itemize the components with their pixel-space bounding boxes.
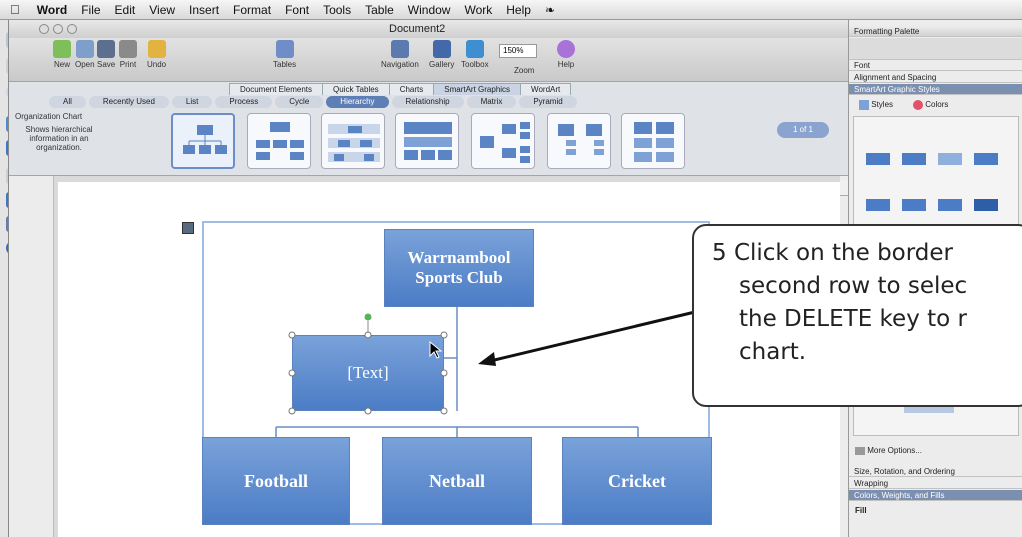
tab-wordart[interactable]: WordArt — [520, 83, 571, 95]
table-icon — [276, 40, 294, 58]
horizontal-hierarchy-thumbnail-icon — [472, 114, 536, 170]
layout-description: Shows hierarchical information in an organization. — [25, 125, 93, 152]
save-disk-icon — [97, 40, 115, 58]
menu-font[interactable]: Font — [275, 2, 300, 17]
help-label: Help — [557, 60, 575, 69]
undo-button[interactable] — [147, 40, 166, 69]
child-box-football[interactable]: Football — [202, 437, 350, 525]
layout-horizontal-hierarchy[interactable] — [471, 113, 535, 169]
layout-title: Organization Chart — [15, 112, 83, 121]
subtab-all[interactable]: All — [49, 96, 86, 108]
zoom-label: Zoom — [514, 66, 535, 75]
gallery-pager[interactable] — [777, 122, 829, 138]
more-options-icon — [855, 447, 865, 455]
gallery-icon — [433, 40, 451, 58]
navigation-button[interactable] — [381, 40, 419, 69]
subtab-recently-used[interactable]: Recently Used — [89, 96, 169, 108]
gallery-label: Gallery — [429, 60, 455, 69]
open-button[interactable] — [75, 40, 95, 69]
toolbox-label: Toolbox — [461, 60, 489, 69]
zoom-window-icon[interactable] — [67, 24, 77, 34]
toolbox-button[interactable] — [461, 40, 489, 69]
callout-line-4: chart. — [739, 339, 807, 365]
new-label: New — [53, 60, 70, 69]
layout-hierarchy-list[interactable] — [547, 113, 611, 169]
hierarchy-list-thumbnail-icon — [548, 114, 612, 170]
colors-tab-icon — [913, 100, 923, 110]
palette-section-alignment[interactable]: Alignment and Spacing — [849, 72, 1022, 83]
child-box-netball[interactable]: Netball — [382, 437, 532, 525]
help-button[interactable] — [557, 40, 575, 69]
menu-app-name[interactable]: Word — [27, 2, 58, 17]
subtab-hierarchy[interactable]: Hierarchy — [326, 96, 388, 108]
tab-document-elements[interactable]: Document Elements — [229, 83, 323, 95]
child-box-cricket[interactable]: Cricket — [562, 437, 712, 525]
styles-tab-label: Styles — [871, 100, 894, 110]
callout-arrow — [470, 300, 700, 370]
subtab-list[interactable]: List — [172, 96, 212, 108]
vertical-ruler[interactable] — [40, 176, 54, 537]
save-button[interactable] — [97, 40, 115, 69]
layout-organization-chart[interactable] — [171, 113, 235, 169]
open-folder-icon — [76, 40, 94, 58]
menu-insert[interactable]: Insert — [179, 2, 210, 17]
palette-section-smartart-styles[interactable]: SmartArt Graphic Styles — [849, 84, 1022, 95]
gallery-button[interactable] — [429, 40, 454, 69]
selection-handles — [204, 223, 712, 527]
assistant-box[interactable]: [Text] — [292, 335, 444, 411]
title-bar — [9, 20, 848, 38]
menu-format[interactable]: Format — [223, 2, 262, 17]
subtab-relationship[interactable]: Relationship — [392, 96, 464, 108]
smartart-category-tabs — [49, 96, 580, 108]
org-chart-thumbnail-icon — [173, 115, 237, 171]
save-label: Save — [97, 60, 116, 69]
standard-toolbar — [9, 38, 848, 82]
smartart-collapse-icon[interactable] — [182, 222, 194, 234]
horizontal-labeled-thumbnail-icon — [622, 114, 686, 170]
menu-bar — [0, 0, 1022, 20]
subtab-cycle[interactable]: Cycle — [275, 96, 323, 108]
palette-section-wrapping[interactable]: Wrapping — [849, 478, 1022, 489]
colors-tab[interactable] — [913, 100, 948, 110]
hierarchy-thumbnail-icon — [248, 114, 312, 170]
open-label: Open — [75, 60, 95, 69]
smartart-frame[interactable] — [202, 221, 710, 525]
undo-icon — [148, 40, 166, 58]
layout-horizontal-labeled[interactable] — [621, 113, 685, 169]
gallery-tabs — [229, 83, 570, 95]
tables-button[interactable] — [273, 40, 296, 69]
mouse-cursor-icon — [428, 340, 444, 360]
menu-view[interactable]: View — [139, 2, 166, 17]
subtab-matrix[interactable]: Matrix — [467, 96, 517, 108]
callout-line-3: the DELETE key to r — [739, 306, 967, 332]
colors-tab-label: Colors — [925, 100, 949, 110]
top-box[interactable]: Warrnambool Sports Club — [384, 229, 534, 307]
tab-smartart-graphics[interactable]: SmartArt Graphics — [433, 83, 521, 95]
menu-file[interactable]: File — [71, 2, 91, 17]
more-options-link[interactable] — [855, 446, 922, 455]
elements-gallery — [9, 82, 848, 176]
tab-charts[interactable]: Charts — [389, 83, 435, 95]
print-button[interactable] — [119, 40, 137, 69]
menu-tools[interactable]: Tools — [313, 2, 342, 17]
callout-line-2: second row to selec — [739, 273, 968, 299]
palette-title: Formatting Palette — [849, 26, 1022, 37]
toolbox-icon — [466, 40, 484, 58]
palette-section-colors[interactable]: Colors, Weights, and Fills — [849, 490, 1022, 501]
printer-icon — [119, 40, 137, 58]
palette-toolbar — [849, 38, 1022, 60]
menu-table[interactable]: Table — [355, 2, 385, 17]
menu-help[interactable]: Help — [496, 2, 522, 17]
new-button[interactable] — [53, 40, 71, 69]
styles-tab-icon — [859, 100, 869, 110]
menu-work[interactable]: Work — [454, 2, 483, 17]
callout-line-1: 5 Click on the border — [712, 240, 954, 266]
print-label: Print — [119, 60, 137, 69]
fill-label: Fill — [855, 506, 867, 515]
help-icon — [557, 40, 575, 58]
zoom-select[interactable]: 150% — [499, 44, 537, 58]
table-hierarchy-thumbnail-icon — [396, 114, 460, 170]
palette-section-font[interactable]: Font — [849, 60, 1022, 71]
subtab-process[interactable]: Process — [215, 96, 272, 108]
layout-hierarchy[interactable] — [247, 113, 311, 169]
navigation-pane-icon — [391, 40, 409, 58]
layout-table-hierarchy[interactable] — [395, 113, 459, 169]
pager-label: 1 of 1 — [792, 125, 813, 134]
document-title: Document2 — [389, 23, 446, 35]
menu-edit[interactable]: Edit — [104, 2, 126, 17]
minimize-window-icon[interactable] — [53, 24, 63, 34]
more-options-label: More Options... — [867, 446, 922, 455]
undo-label: Undo — [147, 60, 167, 69]
palette-section-size[interactable]: Size, Rotation, and Ordering — [849, 466, 1022, 477]
labeled-hierarchy-thumbnail-icon — [322, 114, 386, 170]
instruction-callout — [692, 224, 1022, 407]
subtab-pyramid[interactable]: Pyramid — [519, 96, 576, 108]
new-document-icon — [53, 40, 71, 58]
apple-menu-icon[interactable] — [0, 2, 30, 17]
layout-labeled-hierarchy[interactable] — [321, 113, 385, 169]
tables-label: Tables — [273, 60, 297, 69]
menu-window[interactable]: Window — [398, 2, 441, 17]
navigation-label: Navigation — [381, 60, 419, 69]
close-window-icon[interactable] — [39, 24, 49, 34]
styles-tab[interactable] — [859, 100, 893, 110]
script-menu-icon[interactable]: ❧ — [535, 2, 546, 17]
tab-quick-tables[interactable]: Quick Tables — [322, 83, 390, 95]
